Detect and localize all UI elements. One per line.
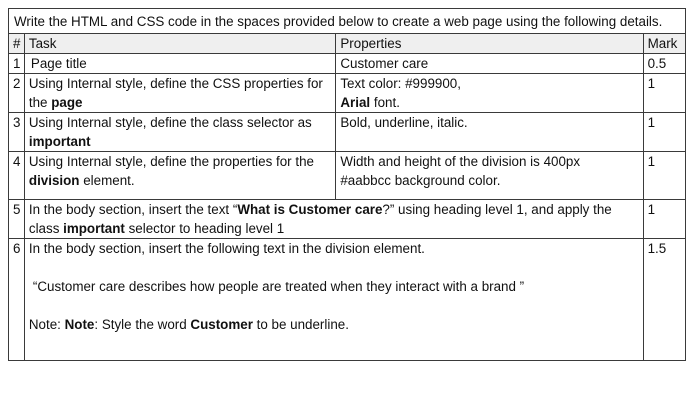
note-text-mid: : Style the word [94,317,191,332]
mark-cell: 1 [643,152,685,200]
task-text: Using Internal style, define the properties for the [28,154,314,169]
header-row [9,34,686,54]
task-text: Using Internal style, define the CSS properties for the [28,76,323,110]
header-task: Task [24,34,335,54]
properties-line: Width and height of the division is 400px [340,154,581,169]
table-row [9,152,686,200]
task-text: ?” using heading level 1, and apply the class [28,202,612,236]
quote-text: “Customer care describes how people are treated when they interact with a brand ” [32,279,525,294]
header-mark: Mark [643,34,685,54]
task-keyword: important [28,134,91,149]
task-keyword: What is Customer care [237,202,383,217]
note-text [29,315,639,334]
task-keyword: division [28,173,80,188]
task-text: In the body section, insert the following text in the division element. [28,241,425,256]
table-row [9,74,686,113]
row-number: 5 [9,200,25,239]
properties-cell [336,152,643,200]
mark-cell: 1 [643,200,685,239]
intro-row [9,9,686,34]
table-row [9,239,686,361]
task-text-end: element. [79,173,135,188]
properties-line: Text color: #999900, [340,76,461,91]
table-row [9,113,686,152]
properties-text: font. [370,95,400,110]
note-keyword-customer: Customer [190,317,253,332]
properties-cell: Customer care [336,54,643,74]
mark-cell: 1 [643,74,685,113]
table-row [9,200,686,239]
note-keyword: Note [64,317,95,332]
task-text-end: selector to heading level 1 [124,221,285,236]
task-cell-wide [24,200,643,239]
task-cell [24,113,335,152]
task-cell [24,54,335,74]
task-cell [24,152,335,200]
intro-text: Write the HTML and CSS code in the spaces provided below to create a web page using the following details. [9,9,686,34]
mark-cell: 0.5 [643,54,685,74]
header-num: # [9,34,25,54]
note-label: Note: [28,317,65,332]
properties-keyword: Arial [340,95,371,110]
worksheet [8,8,686,361]
task-keyword: page [51,95,83,110]
task-text: In the body section, insert the text “ [28,202,238,217]
task-cell-wide [24,239,643,361]
table-row [9,54,686,74]
mark-cell: 1 [643,113,685,152]
task-table [8,8,686,361]
note-text-end: to be underline. [252,317,349,332]
row-number: 3 [9,113,25,152]
row-number: 1 [9,54,25,74]
task-keyword: important [63,221,125,236]
properties-cell: Bold, underline, italic. [336,113,643,152]
row-number: 6 [9,239,25,361]
task-text: Page title [30,56,87,71]
mark-cell: 1.5 [643,239,685,361]
header-properties: Properties [336,34,643,54]
properties-line: #aabbcc background color. [340,173,501,188]
row-number: 4 [9,152,25,200]
task-text: Using Internal style, define the class selector as [28,115,312,130]
task-cell [24,74,335,113]
properties-cell [336,74,643,113]
row-number: 2 [9,74,25,113]
